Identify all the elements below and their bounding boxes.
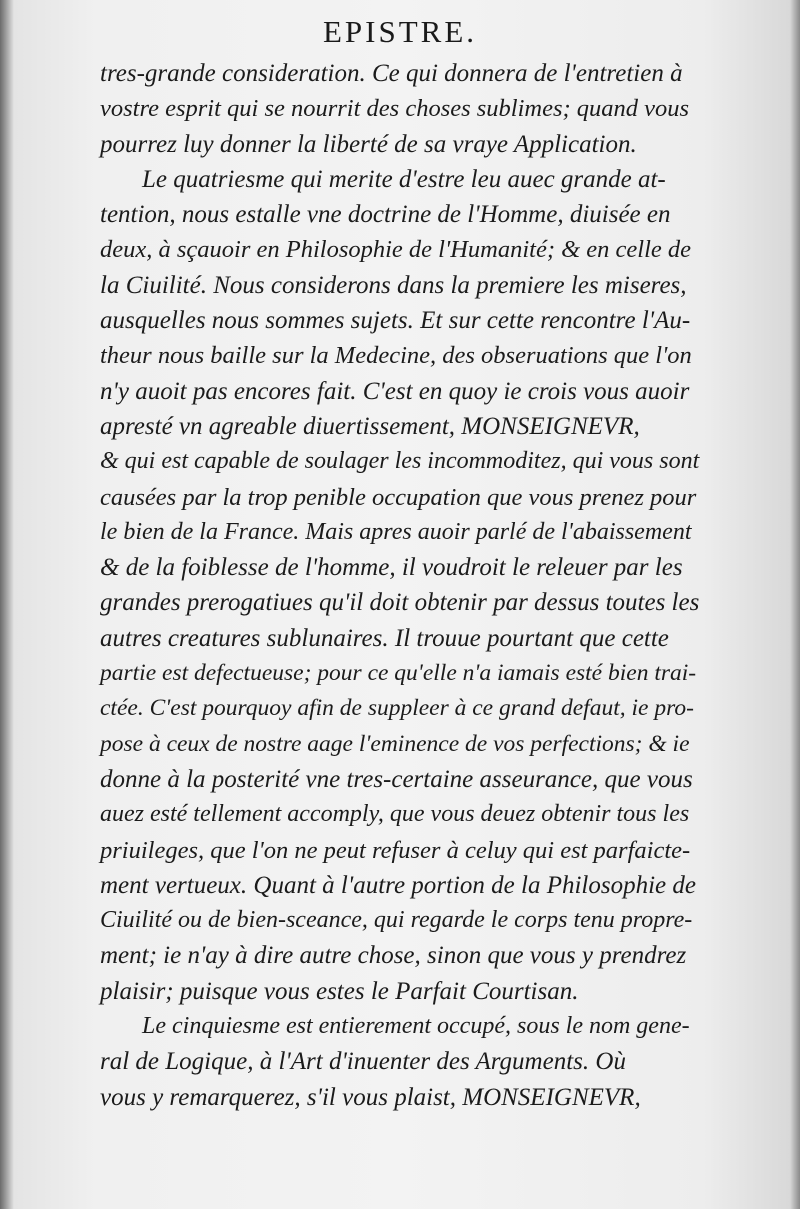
text-line: ral de Logique, à l'Art d'inuenter des Arguments. Où bbox=[100, 1048, 626, 1076]
text-line: ment; ie n'ay à dire autre chose, sinon que vous y prendrez bbox=[100, 942, 687, 970]
text-line: pose à ceux de nostre aage l'eminence de vos perfections; & ie bbox=[100, 730, 690, 757]
text-line-paragraph-start: Le cinquiesme est entierement occupé, sous le nom gene- bbox=[142, 1013, 690, 1040]
text-line: ment vertueux. Quant à l'autre portion de la Philosophie de bbox=[100, 871, 696, 899]
text-line: grandes prerogatiues qu'il doit obtenir par dessus toutes les bbox=[100, 589, 700, 617]
text-line: causées par la trop penible occupation que vous prenez pour bbox=[100, 483, 697, 511]
text-line: tres-grande consideration. Ce qui donnera de l'entretien à bbox=[100, 60, 683, 87]
page-edge-shadow bbox=[790, 0, 800, 1209]
text-line: & de la foiblesse de l'homme, il voudroit le releuer par les bbox=[100, 554, 683, 582]
text-line: apresté vn agreable diuertissement, MONSEIGNEVR, bbox=[100, 412, 640, 440]
text-line: ctée. C'est pourquoy afin de suppleer à ce grand defaut, ie pro- bbox=[100, 695, 694, 722]
text-line-paragraph-start: Le quatriesme qui merite d'estre leu auec grande at- bbox=[142, 165, 666, 193]
text-line: priuileges, que l'on ne peut refuser à celuy qui est parfaicte- bbox=[100, 836, 691, 864]
text-line: le bien de la France. Mais apres auoir parlé de l'abaissement bbox=[100, 518, 692, 545]
text-line: plaisir; puisque vous estes le Parfait Courtisan. bbox=[100, 977, 579, 1005]
text-line: vostre esprit qui se nourrit des choses sublimes; quand vous bbox=[100, 95, 690, 123]
text-line: auez esté tellement accomply, que vous deuez obtenir tous les bbox=[100, 801, 690, 828]
text-line: n'y auoit pas encores fait. C'est en quoy ie crois vous auoir bbox=[100, 377, 690, 405]
page-gutter-shadow bbox=[0, 0, 14, 1209]
text-line: Ciuilité ou de bien-sceance, qui regarde le corps tenu propre- bbox=[100, 907, 693, 934]
text-line: deux, à sçauoir en Philosophie de l'Humanité; & en celle de bbox=[100, 236, 692, 264]
text-line: & qui est capable de soulager les incommoditez, qui vous sont bbox=[100, 448, 700, 475]
text-line: autres creatures sublunaires. Il trouue pourtant que cette bbox=[100, 624, 669, 652]
text-line: donne à la posterité vne tres-certaine asseurance, que vous bbox=[100, 765, 693, 793]
text-line: ausquelles nous sommes sujets. Et sur cette rencontre l'Au- bbox=[100, 307, 691, 335]
body-text bbox=[100, 56, 700, 1115]
text-line: tention, nous estalle vne doctrine de l'Homme, diuisée en bbox=[100, 201, 671, 229]
running-header: EPISTRE. bbox=[322, 14, 478, 49]
text-line: partie est defectueuse; pour ce qu'elle n'a iamais esté bien trai- bbox=[100, 660, 697, 687]
text-line: la Ciuilité. Nous considerons dans la premiere les miseres, bbox=[100, 271, 687, 299]
text-line: pourrez luy donner la liberté de sa vraye Application. bbox=[100, 130, 637, 158]
text-line: vous y remarquerez, s'il vous plaist, MONSEIGNEVR, bbox=[100, 1083, 641, 1111]
text-line: theur nous baille sur la Medecine, des obseruations que l'on bbox=[100, 342, 692, 370]
